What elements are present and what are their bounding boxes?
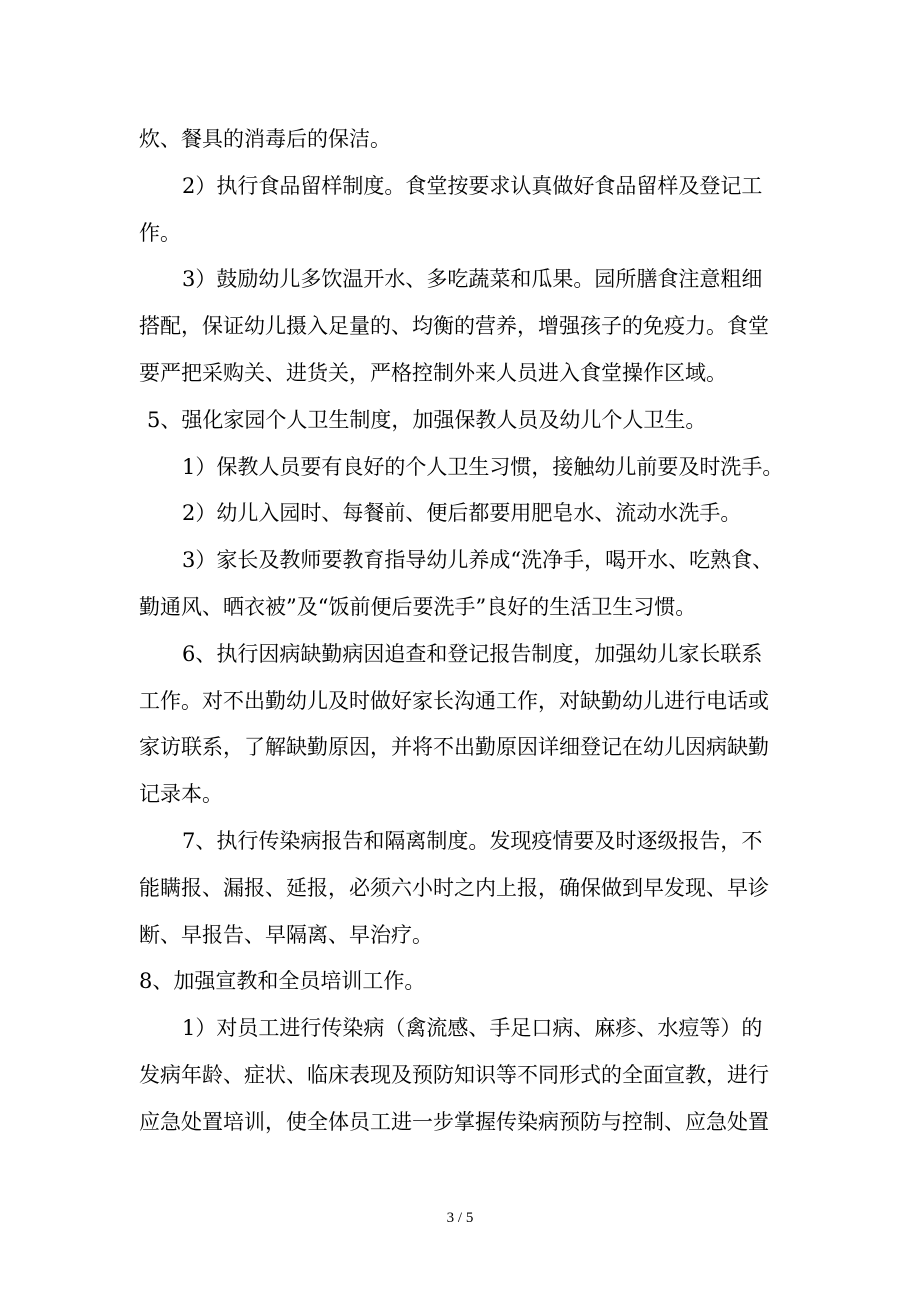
text-line: 3）鼓励幼儿多饮温开水、多吃蔬菜和瓜果。园所膳食注意粗细 xyxy=(182,267,763,292)
text-line: 作。 xyxy=(139,220,181,245)
text-line: 5、强化家园个人卫生制度，加强保教人员及幼儿个人卫生。 xyxy=(147,407,707,432)
text-line: 能瞒报、漏报、延报，必须六小时之内上报，确保做到早发现、早诊 xyxy=(139,875,769,900)
page-number: 3 / 5 xyxy=(446,1210,474,1226)
text-line: 发病年龄、症状、临床表现及预防知识等不同形式的全面宣教，进行 xyxy=(139,1062,769,1087)
text-line: 勤通风、晒衣被”及“饭前便后要洗手”良好的生活卫生习惯。 xyxy=(139,594,697,619)
text-line: 3）家长及教师要教育指导幼儿养成“洗净手，喝开水、吃熟食、 xyxy=(182,548,774,573)
body-text xyxy=(139,116,784,1146)
text-line: 6、执行因病缺勤病因追查和登记报告制度，加强幼儿家长联系 xyxy=(182,641,763,666)
text-line: 2）幼儿入园时、每餐前、便后都要用肥皂水、流动水洗手。 xyxy=(182,501,742,526)
text-line: 应急处置培训，使全体员工进一步掌握传染病预防与控制、应急处置 xyxy=(139,1109,769,1134)
text-line: 8、加强宣教和全员培训工作。 xyxy=(139,969,426,994)
text-line: 工作。对不出勤幼儿及时做好家长沟通工作，对缺勤幼儿进行电话或 xyxy=(139,688,769,713)
text-line: 记录本。 xyxy=(139,782,223,807)
text-line: 家访联系，了解缺勤原因，并将不出勤原因详细登记在幼儿因病缺勤 xyxy=(139,735,769,760)
text-line: 1）保教人员要有良好的个人卫生习惯，接触幼儿前要及时洗手。 xyxy=(182,454,784,479)
text-line: 要严把采购关、进货关，严格控制外来人员进入食堂操作区域。 xyxy=(139,360,727,385)
text-line: 炊、餐具的消毒后的保洁。 xyxy=(139,127,391,151)
text-line: 搭配，保证幼儿摄入足量的、均衡的营养，增强孩子的免疫力。食堂 xyxy=(139,314,769,339)
text-line: 7、执行传染病报告和隔离制度。发现疫情要及时逐级报告，不 xyxy=(182,828,763,853)
text-line: 2）执行食品留样制度。食堂按要求认真做好食品留样及登记工 xyxy=(182,173,763,198)
text-line: 断、早报告、早隔离、早治疗。 xyxy=(139,922,433,947)
text-line: 1）对员工进行传染病（禽流感、手足口病、麻疹、水痘等）的 xyxy=(182,1016,763,1041)
